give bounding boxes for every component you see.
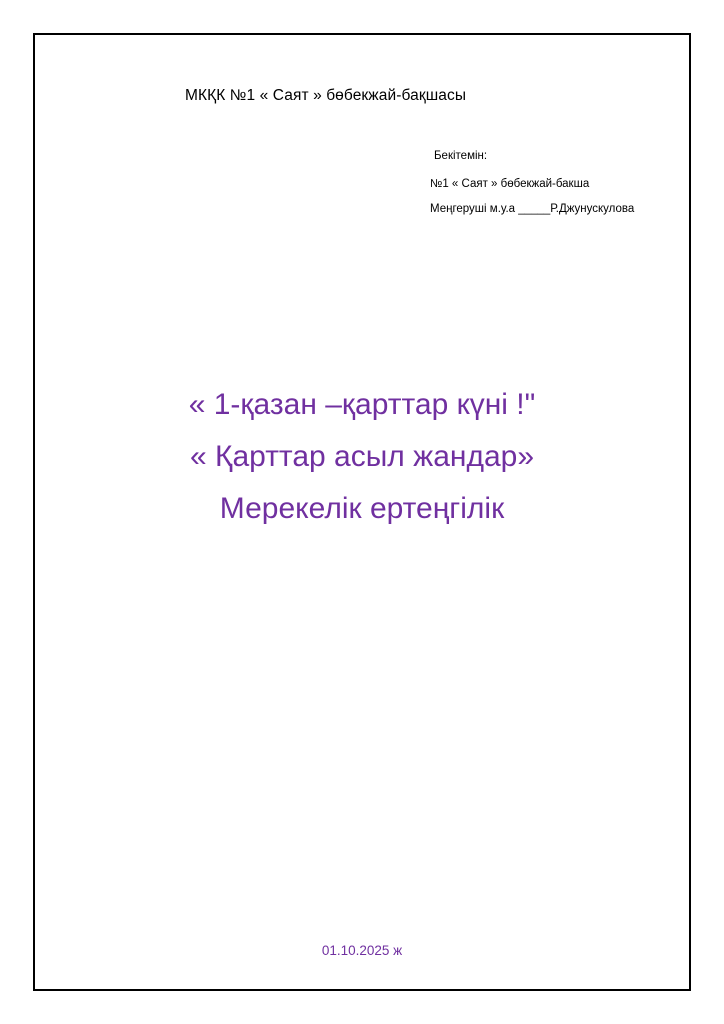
title-line-2: « Қарттар асыл жандар» xyxy=(189,440,535,473)
document-date: 01.10.2025 ж xyxy=(321,943,403,958)
approval-line-1: Бекітемін: xyxy=(434,150,488,162)
approval-line-3: Меңгеруші м.у.а _____Р.Джунускулова xyxy=(430,203,635,215)
approval-block xyxy=(430,150,690,228)
organization-heading: МКҚК №1 « Саят » бөбекжай-бақшасы xyxy=(185,87,467,104)
title-line-3: Мерекелік ертеңгілік xyxy=(219,492,505,525)
title-block xyxy=(35,390,689,524)
page-content xyxy=(35,35,689,989)
approval-line-2: №1 « Саят » бөбекжай-бакша xyxy=(430,178,590,190)
title-line-1: « 1-қазан –қарттар күні !" xyxy=(188,388,536,421)
